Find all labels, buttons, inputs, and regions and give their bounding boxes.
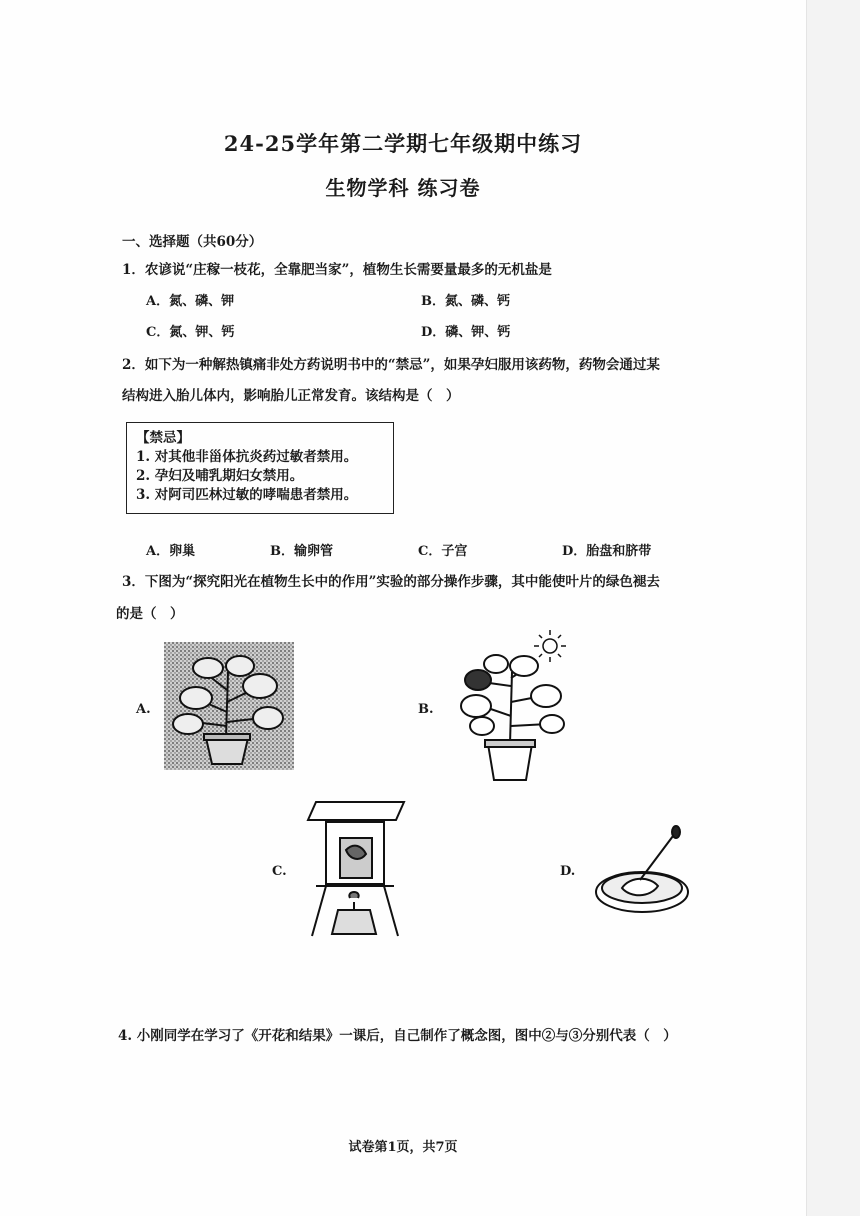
q1-option-c: C．氮、钾、钙 <box>146 325 235 340</box>
figure-c-label: C. <box>272 864 287 879</box>
figure-b-label: B. <box>418 702 434 717</box>
q1-option-d: D．磷、钾、钙 <box>421 325 511 340</box>
exam-subtitle: 生物学科 练习卷 <box>325 176 481 200</box>
q3-stem-line1: 3．下图为“探究阳光在植物生长中的作用”实验的部分操作步骤，其中能使叶片的绿色褪去 <box>122 574 660 590</box>
sun-icon <box>534 630 566 662</box>
section-heading: 一、选择题（共60分） <box>122 234 263 250</box>
sunlit-plant-figure <box>452 626 582 786</box>
q2-option-d: D．胎盘和脐带 <box>562 544 652 559</box>
page-edge-shadow <box>806 0 860 1216</box>
notice-item: 1. 对其他非甾体抗炎药过敏者禁用。 <box>136 449 358 465</box>
q4-stem: 4. 小刚同学在学习了《开花和结果》一课后，自己制作了概念图，图中②与③分别代表（ ） <box>118 1028 677 1044</box>
q2-option-a: A．卵巢 <box>146 544 196 559</box>
page-footer: 试卷第1页，共7页 <box>348 1140 458 1155</box>
alcohol-water-bath-figure <box>306 798 406 944</box>
q1-stem: 1．农谚说“庄稼一枝花，全靠肥当家”，植物生长需要量最多的无机盐是 <box>122 262 552 278</box>
notice-heading: 【禁忌】 <box>136 430 190 446</box>
q3-stem-line2: 的是（ ） <box>116 606 184 622</box>
notice-item: 2. 孕妇及哺乳期妇女禁用。 <box>136 468 304 484</box>
q2-option-b: B．输卵管 <box>270 544 333 559</box>
q1-option-a: A．氮、磷、钾 <box>146 294 235 309</box>
drug-contraindication-box <box>126 422 394 514</box>
q2-stem-line2: 结构进入胎儿体内，影响胎儿正常发育。该结构是（ ） <box>122 388 460 404</box>
exam-title: 24-25学年第二学期七年级期中练习 <box>223 131 583 156</box>
figure-d-label: D. <box>560 864 576 879</box>
q1-option-b: B．氮、磷、钙 <box>421 294 510 309</box>
q2-stem-line1: 2．如下为一种解热镇痛非处方药说明书中的“禁忌”，如果孕妇服用该药物，药物会通过某 <box>122 357 660 373</box>
dark-treated-plant-figure <box>164 642 294 770</box>
q2-option-c: C．子宫 <box>418 544 468 559</box>
iodine-dish-figure <box>592 824 692 920</box>
figure-a-label: A. <box>136 702 151 717</box>
notice-item: 3. 对阿司匹林过敏的哮喘患者禁用。 <box>136 487 358 503</box>
